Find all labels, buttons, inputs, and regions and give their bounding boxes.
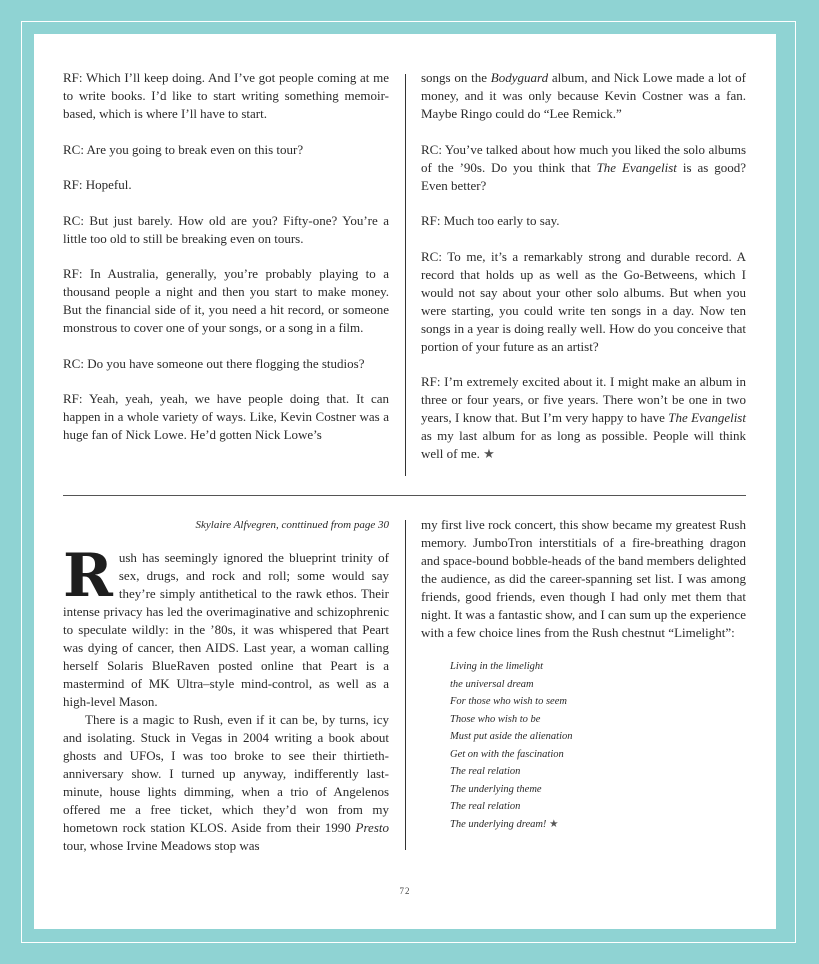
lyrics-block xyxy=(450,658,746,833)
album-title: Bodyguard xyxy=(490,70,549,85)
interview-paragraph: RF: I’m extremely excited about it. I might make an album in three or four years, or five years. There won’t be one in two years, I know that. But I’m very happy to have The Evangelist as my last album for as long as possible. People will think well of me. ★ xyxy=(421,374,746,461)
essay-paragraph: Rush has seemingly ignored the blueprint trinity of sex, drugs, and rock and roll; some would say they’re simply antithetical to the rawk ethos. Their intense privacy has led the overimaginative and schizophrenic to speculate wildly: in the ’80s, it was whispered that Peart was dying of cancer, then AIDS. Last year, a woman calling herself Solaris BlueRaven posted online that Peart is a mastermind of MK Ultra–style mind-control, as well as a high-level Mason. xyxy=(63,541,389,709)
lyric-line: The underlying dream! ★ xyxy=(450,818,559,830)
interview-right-column xyxy=(421,69,746,481)
lyric-line: The underlying theme xyxy=(450,783,542,795)
page-number: 72 xyxy=(399,886,411,896)
interview-paragraph: songs on the Bodyguard album, and Nick Lowe made a lot of money, and it was only because Kevin Costner was a fan. Maybe Ringo could do “Lee Remick.” xyxy=(421,70,747,121)
interview-left-column xyxy=(63,69,389,462)
interview-paragraph: RC: You’ve talked about how much you liked the solo albums of the ’90s. Do you think that The Evangelist is as good? Even better? xyxy=(421,141,746,193)
album-title: The Evangelist xyxy=(596,159,677,175)
essay-right-column xyxy=(421,516,746,833)
interview-paragraph: RF: In Australia, generally, you’re probably playing to a thousand people a night and then you start to make money. But the financial side of it, you need a hit record, or someone monstrous to cover one of your songs, or a song in a film. xyxy=(63,266,389,335)
interview-paragraph: RF: Yeah, yeah, yeah, we have people doing that. It can happen in a whole variety of ways. Like, Kevin Costner was a huge fan of Nick Lowe. He’d gotten Nick Lowe’s xyxy=(63,391,389,442)
interview-paragraph: RC: To me, it’s a remarkably strong and durable record. A record that holds up as well as the Go-Betweens, which I would not say about your other solo albums. But when you were starting, you could write ten songs in a day. Now ten songs in a year is doing really well. How do you conceive that portion of your future as an artist? xyxy=(421,248,746,354)
lyric-line: Must put aside the alienation xyxy=(450,731,573,742)
lyric-line: The real relation xyxy=(450,801,521,812)
lyric-line: The real relation xyxy=(450,766,521,777)
end-mark-star-icon: ★ xyxy=(549,818,559,830)
lyric-line: Living in the limelight xyxy=(450,661,544,672)
lyric-line: Get on with the fascination xyxy=(450,748,564,760)
lyric-line: Those who wish to be xyxy=(450,713,541,725)
column-divider xyxy=(405,520,406,850)
interview-paragraph: RF: Which I’ll keep doing. And I’ve got people coming at me to write books. I’d like to start writing something memoir-based, which is where I’ll have to start. xyxy=(63,70,389,121)
magazine-page xyxy=(34,34,776,929)
interview-paragraph: RC: But just barely. How old are you? Fifty-one? You’re a little too old to still be breaking even on tours. xyxy=(63,212,389,246)
section-divider xyxy=(63,495,746,496)
essay-paragraph: There is a magic to Rush, even if it can be, by turns, icy and isolating. Stuck in Vegas in 2004 writing a book about ghosts and UFOs, I was too broke to see their thirtieth-anniversary show. I turned up anyway, indifferently last-minute, house lights dimming, when a trio of Angelenos offered me a free ticket, which they’d won from my hometown rock station KLOS. Aside from their 1990 Presto tour, whose Irvine Meadows stop was xyxy=(63,712,389,853)
essay-left-column xyxy=(63,516,389,855)
continued-from-line: Skylaire Alfvegren, conttinued from page 30 xyxy=(195,519,389,531)
interview-paragraph: RF: Hopeful. xyxy=(63,177,132,192)
interview-paragraph: RC: Are you going to break even on this tour? xyxy=(63,141,304,157)
essay-paragraph: my first live rock concert, this show became my greatest Rush memory. JumboTron interstitials of a fire-breathing dragon and space-bound bobble-heads of the band members delighted the audience, as did the career-spanning set list. I was among friends, good friends, even though I had only met them that night. It was a fantastic show, and I can sum up the experience with a few choice lines from the Rush chestnut “Limelight”: xyxy=(421,517,746,640)
drop-cap: R xyxy=(63,541,113,611)
interview-paragraph: RF: Much too early to say. xyxy=(421,213,560,228)
end-mark-star-icon: ★ xyxy=(483,446,495,461)
album-title: Presto xyxy=(355,820,389,835)
interview-paragraph: RC: Do you have someone out there flogging the studios? xyxy=(63,355,365,371)
album-title: The Evangelist xyxy=(668,410,746,425)
lyric-line: For those who wish to seem xyxy=(450,696,567,707)
column-divider xyxy=(405,74,406,476)
lyric-line: the universal dream xyxy=(450,678,534,690)
